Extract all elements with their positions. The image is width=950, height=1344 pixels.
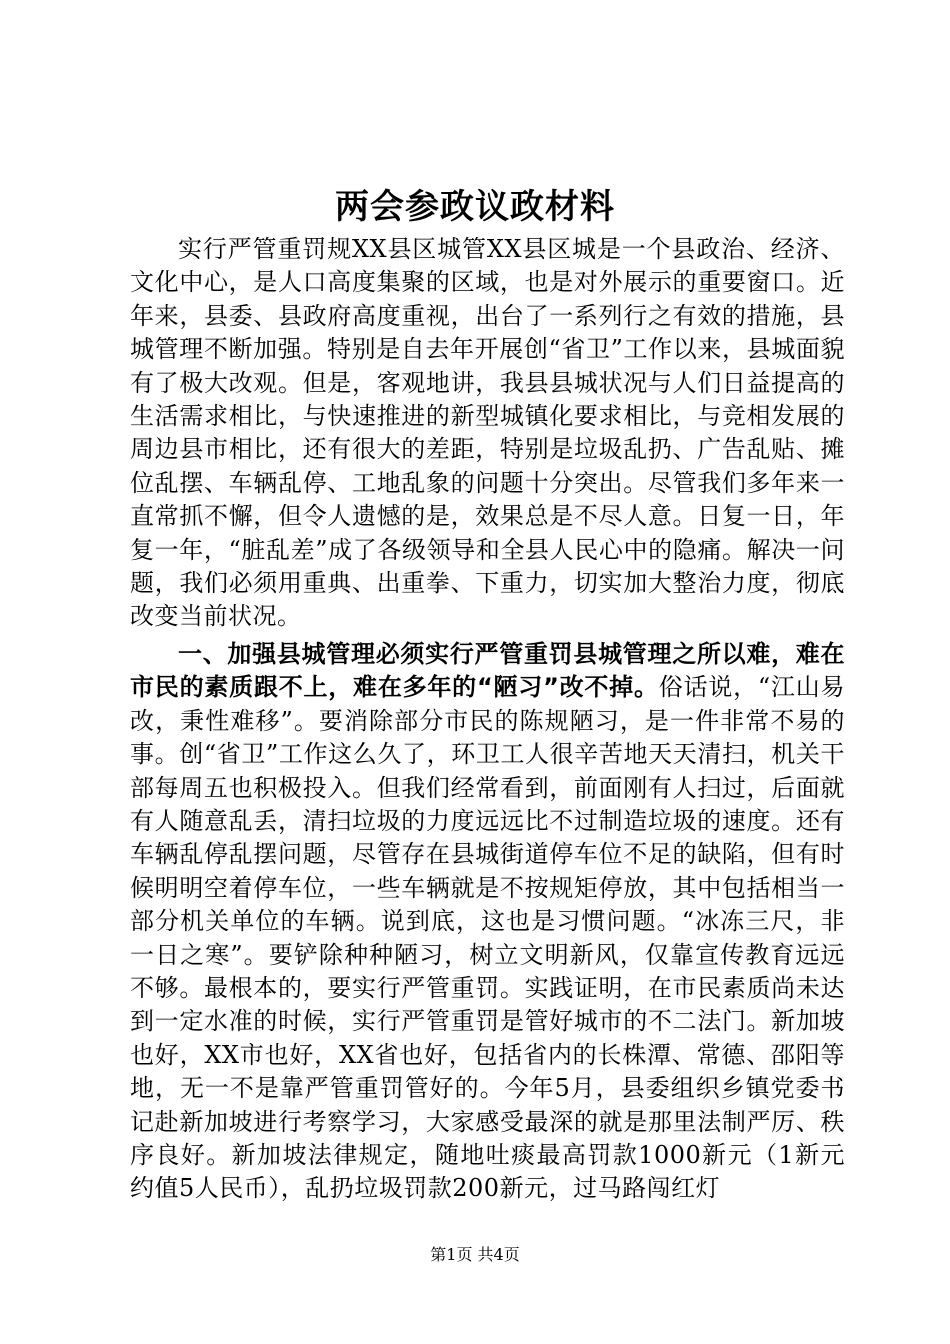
section-1-paragraph [130, 638, 845, 1206]
document-title: 两会参政议政材料 [335, 187, 615, 227]
page-footer: 第1页 共4页 [430, 1245, 520, 1264]
section-1-heading: 一、加强县城管理必须实行严管重罚县城管理之所以难，难在市民的素质跟不上，难在多年的“陋习”改不掉。 [130, 639, 845, 702]
intro-paragraph: 实行严管重罚规XX县区城管XX县区城是一个县政治、经济、文化中心，是人口高度集聚的区域，也是对外展示的重要窗口。近年来，县委、县政府高度重视，出台了一系列行之有效的措施，县城管理不断加强。特别是自去年开展创“省卫”工作以来，县城面貌有了极大改观。但是，客观地讲，我县县城状况与人们日益提高的生活需求相比，与快速推进的新型城镇化要求相比，与竞相发展的周边县市相比，还有很大的差距，特别是垃圾乱扔、广告乱贴、摊位乱摆、车辆乱停、工地乱象的问题十分突出。尽管我们多年来一直常抓不懈，但令人遗憾的是，效果总是不尽人意。日复一日，年复一年，“脏乱差”成了各级领导和全县人民心中的隐痛。解决一问题，我们必须用重典、出重拳、下重力，切实加大整治力度，彻底改变当前状况。 [130, 235, 845, 631]
document-body [130, 233, 845, 1206]
section-1-text: 俗话说，“江山易改，秉性难移”。要消除部分市民的陈规陋习，是一件非常不易的事。创“省卫”工作这么久了，环卫工人很辛苦地天天清扫，机关干部每周五也积极投入。但我们经常看到，前面刚有人扫过，后面就有人随意乱丢，清扫垃圾的力度远远比不过制造垃圾的速度。还有车辆乱停乱摆问题，尽管存在县城街道停车位不足的缺陷，但有时候明明空着停车位，一些车辆就是不按规矩停放，其中包括相当一部分机关单位的车辆。说到底，这也是习惯问题。“冰冻三尺，非一日之寒”。要铲除种种陋习，树立文明新风，仅靠宣传教育远远不够。最根本的，要实行严管重罚。实践证明，在市民素质尚未达到一定水准的时候，实行严管重罚是管好城市的不二法门。新加坡也好，XX市也好，XX省也好，包括省内的长株潭、常德、邵阳等地，无一不是靠严管重罚管好的。今年5月，县委组织乡镇党委书记赴新加坡进行考察学习，大家感受最深的就是那里法制严厉、秩序良好。新加坡法律规定，随地吐痰最高罚款1000新元（1新元约值5人民币），乱扔垃圾罚款200新元，过马路闯红灯 [130, 673, 845, 1203]
